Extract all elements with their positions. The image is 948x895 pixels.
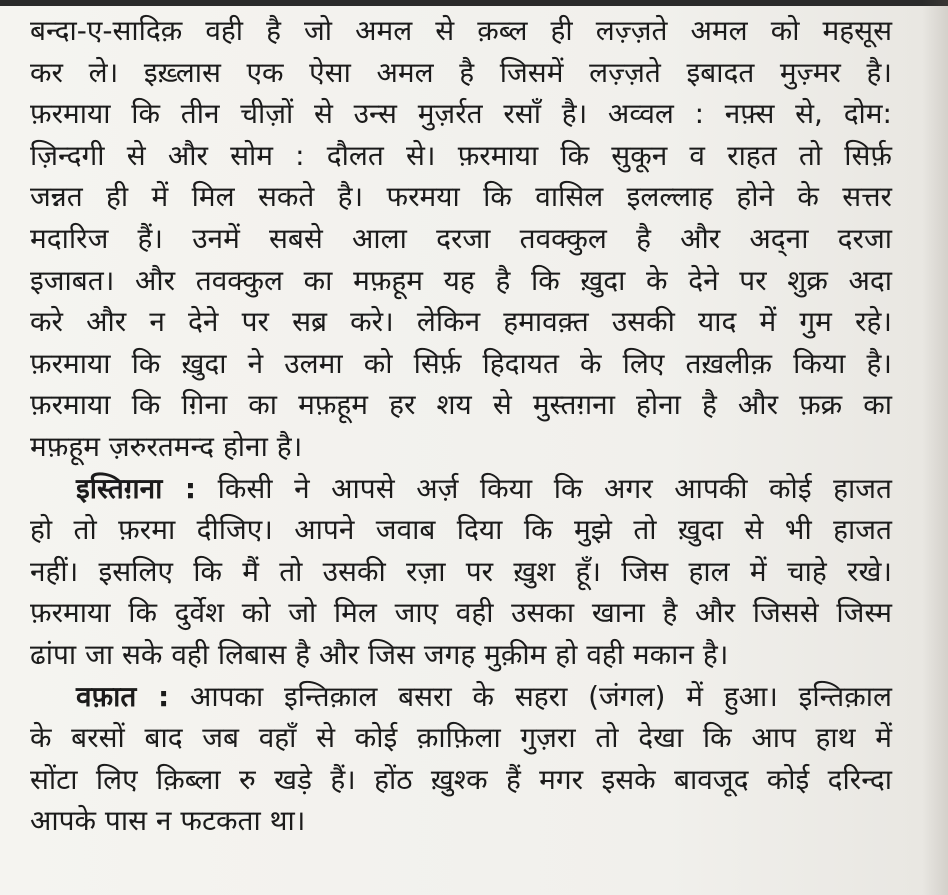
text-line: कर ले। इख़्लास एक ऐसा अमल है जिसमें लज़्ज़ते इबादत मुज़्मर है। — [30, 55, 892, 89]
text-segment: किसी ने आपसे अर्ज़ किया कि अगर आपकी कोई हाजत — [217, 471, 892, 505]
top-rule — [0, 0, 948, 6]
text-segment: आपका इन्तिक़ाल बसरा के सहरा (जंगल) में हुआ। इन्तिक़ाल — [189, 679, 892, 713]
text-line: के बरसों बाद जब वहाँ से कोई क़ाफ़िला गुज़रा तो देखा कि आप हाथ में — [30, 721, 892, 755]
text-line: ढांपा जा सके वही लिबास है और जिस जगह मुक़ीम हो वही मकान है। — [30, 637, 729, 671]
text-line: मफ़हूम ज़रुरतमन्द होना है। — [30, 429, 303, 463]
text-line: मदारिज हैं। उनमें सबसे आला दरजा तवक्कुल है और अद्ना दरजा — [30, 221, 892, 255]
text-block — [30, 10, 892, 842]
text-line: करे और न देने पर सब्र करे। लेकिन हमावक़्त उसकी याद में गुम रहे। — [30, 305, 892, 339]
text-line: जन्नत ही में मिल सकते है। फरमया कि वासिल इलल्लाह होने के सत्तर — [30, 180, 892, 214]
text-line: बन्दा-ए-सादिक़ वही है जो अमल से क़ब्ल ही लज़्ज़ते अमल को महसूस — [30, 14, 892, 47]
text-line: सोंटा लिए क़िब्ला रु खड़े हैं। होंठ ख़ुश्क हैं मगर इसके बावजूद कोई दरिन्दा — [30, 762, 892, 796]
text-line: इजाबत। और तवक्कुल का मफ़हूम यह है कि ख़ुदा के देने पर शुक्र अदा — [30, 263, 892, 297]
section-heading-wafat: वफ़ात : — [76, 679, 170, 713]
section-first-line — [30, 676, 892, 718]
text-line: फ़रमाया कि ख़ुदा ने उलमा को सिर्फ़ हिदायत के लिए तख़लीक़ किया है। — [30, 346, 892, 380]
text-line: ज़िन्दगी से और सोम : दौलत से। फ़रमाया कि सुकून व राहत तो सिर्फ़ — [30, 138, 892, 172]
page-edge-shadow — [922, 0, 948, 895]
text-line: फ़रमाया कि ग़िना का मफ़हूम हर शय से मुस्तग़ना होना है और फ़क्र का — [30, 388, 892, 422]
text-line: नहीं। इसलिए कि मैं तो उसकी रज़ा पर ख़ुश हूँ। जिस हाल में चाहे रखे। — [30, 554, 892, 588]
text-line: आपके पास न फटकता था। — [30, 804, 306, 838]
section-first-line — [30, 468, 892, 510]
section-heading-istighna: इस्तिग़ना : — [76, 471, 197, 505]
text-line: फ़रमाया कि तीन चीज़ों से उन्स मुज़र्रत रसाँ है। अव्वल : नफ़्स से, दोम: — [30, 97, 892, 131]
text-line: फ़रमाया कि दुर्वेश को जो मिल जाए वही उसका खाना है और जिससे जिस्म — [30, 596, 892, 630]
text-line: हो तो फ़रमा दीजिए। आपने जवाब दिया कि मुझे तो ख़ुदा से भी हाजत — [30, 513, 892, 547]
